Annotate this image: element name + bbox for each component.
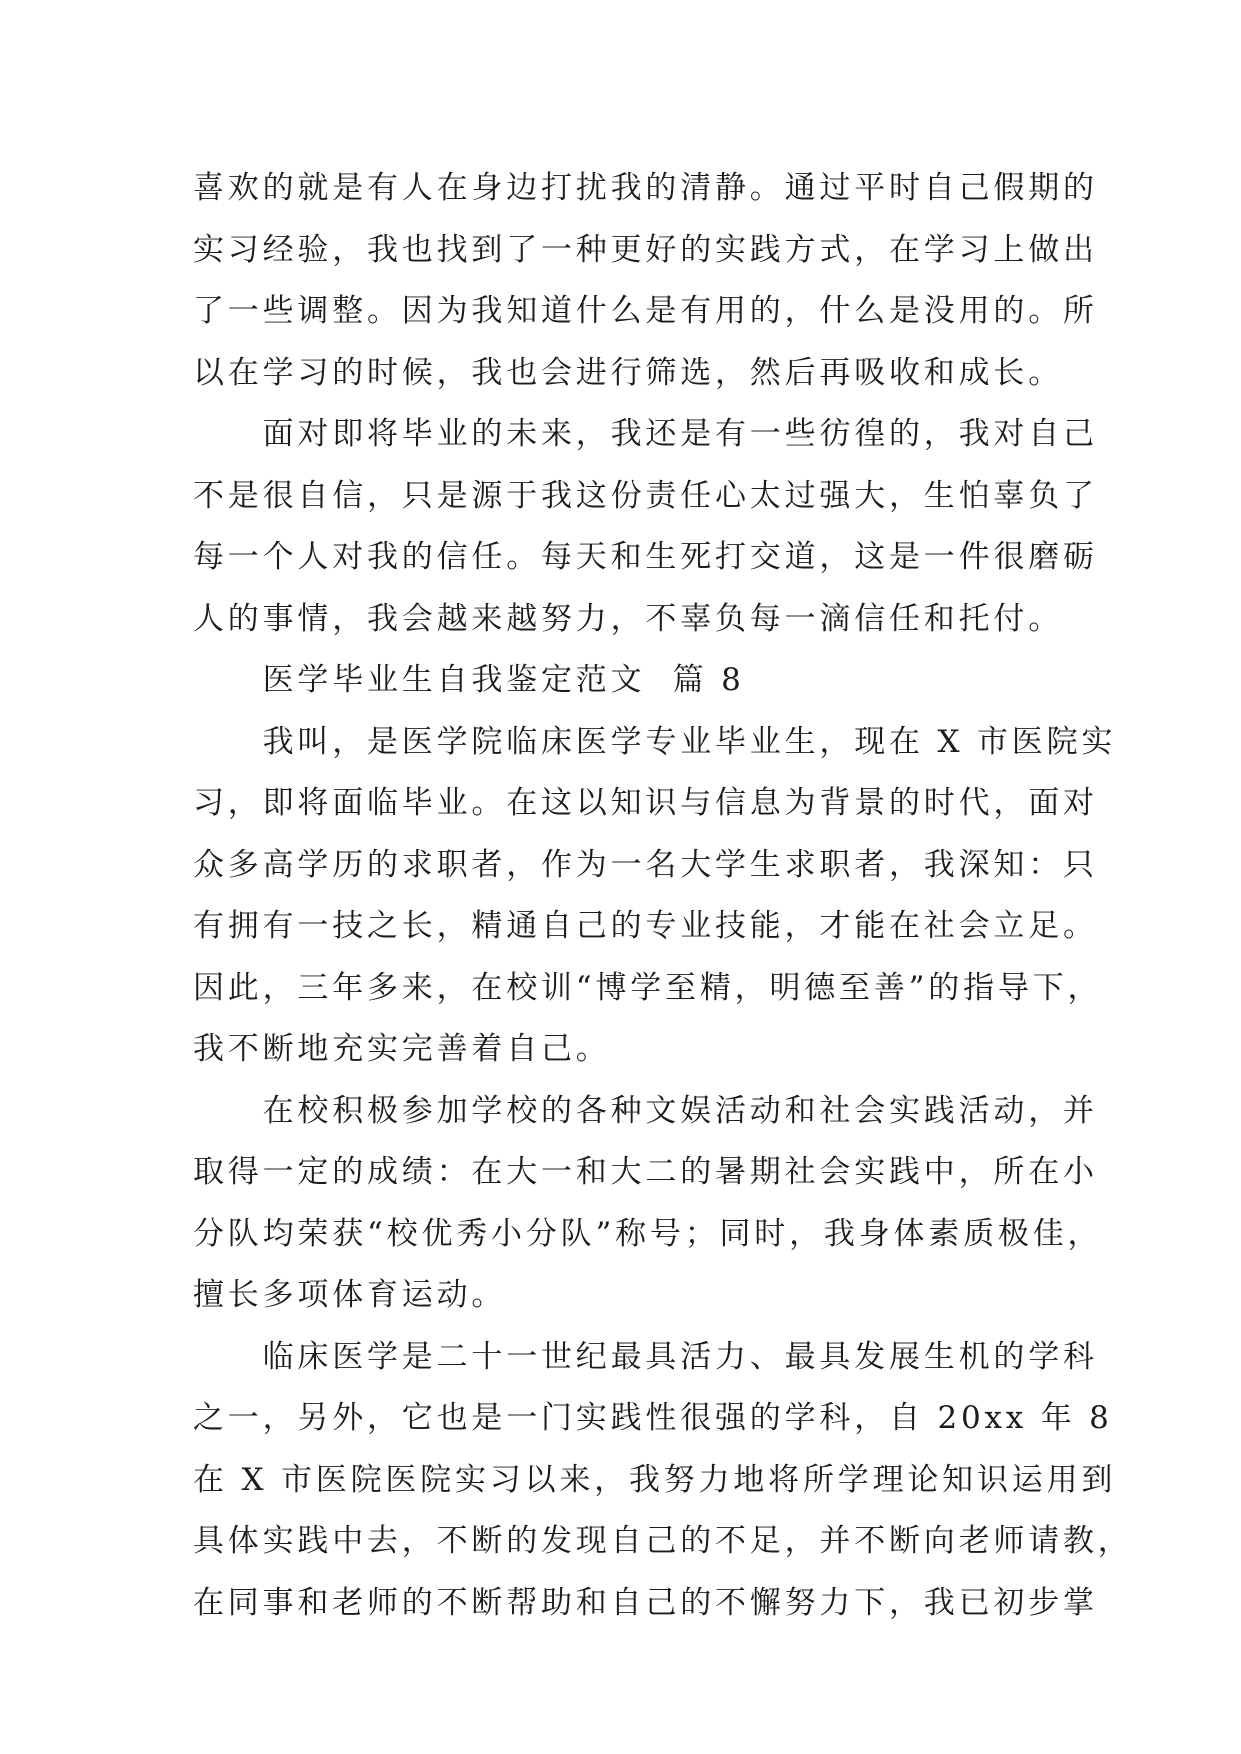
- text-line: 在校积极参加学校的各种文娱活动和社会实践活动，并: [193, 1092, 1098, 1129]
- text-line: 众多高学历的求职者，作为一名大学生求职者，我深知：只: [193, 846, 1098, 883]
- text-line: 在 X 市医院医院实习以来，我努力地将所学理论知识运用到: [193, 1461, 1117, 1498]
- text-line: 具体实践中去，不断的发现自己的不足，并不断向老师请教，: [193, 1523, 1133, 1559]
- text-line: 取得一定的成绩：在大一和大二的暑期社会实践中，所在小: [193, 1154, 1098, 1190]
- text-line: 喜欢的就是有人在身边打扰我的清静。通过平时自己假期的: [193, 170, 1098, 206]
- text-line: 有拥有一技之长，精通自己的专业技能，才能在社会立足。: [193, 908, 1098, 944]
- text-line: 不是很自信，只是源于我这份责任心太过强大，生怕辜负了: [193, 477, 1098, 514]
- text-line: 因此，三年多来，在校训“博学至精，明德至善”的指导下，: [193, 969, 1103, 1006]
- text-line: 面对即将毕业的未来，我还是有一些彷徨的，我对自己: [193, 416, 1098, 452]
- text-line: 之一，另外，它也是一门实践性很强的学科，自 20xx 年 8: [193, 1400, 1113, 1436]
- text-line: 实习经验，我也找到了一种更好的实践方式，在学习上做出: [193, 231, 1098, 268]
- text-line: 人的事情，我会越来越努力，不辜负每一滴信任和托付。: [193, 600, 1063, 637]
- text-line: 每一个人对我的信任。每天和生死打交道，这是一件很磨砺: [193, 539, 1098, 575]
- text-line: 以在学习的时候，我也会进行筛选，然后再吸收和成长。: [193, 354, 1063, 391]
- text-line: 分队均荣获“校优秀小分队”称号；同时，我身体素质极佳，: [193, 1215, 1103, 1252]
- section-heading: 医学毕业生自我鉴定范文 篇 8: [193, 662, 745, 698]
- text-line: 习，即将面临毕业。在这以知识与信息为背景的时代，面对: [193, 785, 1098, 821]
- text-line: 擅长多项体育运动。: [193, 1277, 507, 1313]
- text-line: 在同事和老师的不断帮助和自己的不懈努力下，我已初步掌: [193, 1584, 1098, 1621]
- text-line: 我叫，是医学院临床医学专业毕业生，现在 X 市医院实: [193, 723, 1117, 760]
- text-line: 我不断地充实完善着自己。: [193, 1031, 611, 1067]
- text-line: 临床医学是二十一世纪最具活力、最具发展生机的学科: [193, 1338, 1098, 1375]
- text-line: 了一些调整。因为我知道什么是有用的，什么是没用的。所: [193, 293, 1098, 329]
- document-body: [193, 158, 1133, 1634]
